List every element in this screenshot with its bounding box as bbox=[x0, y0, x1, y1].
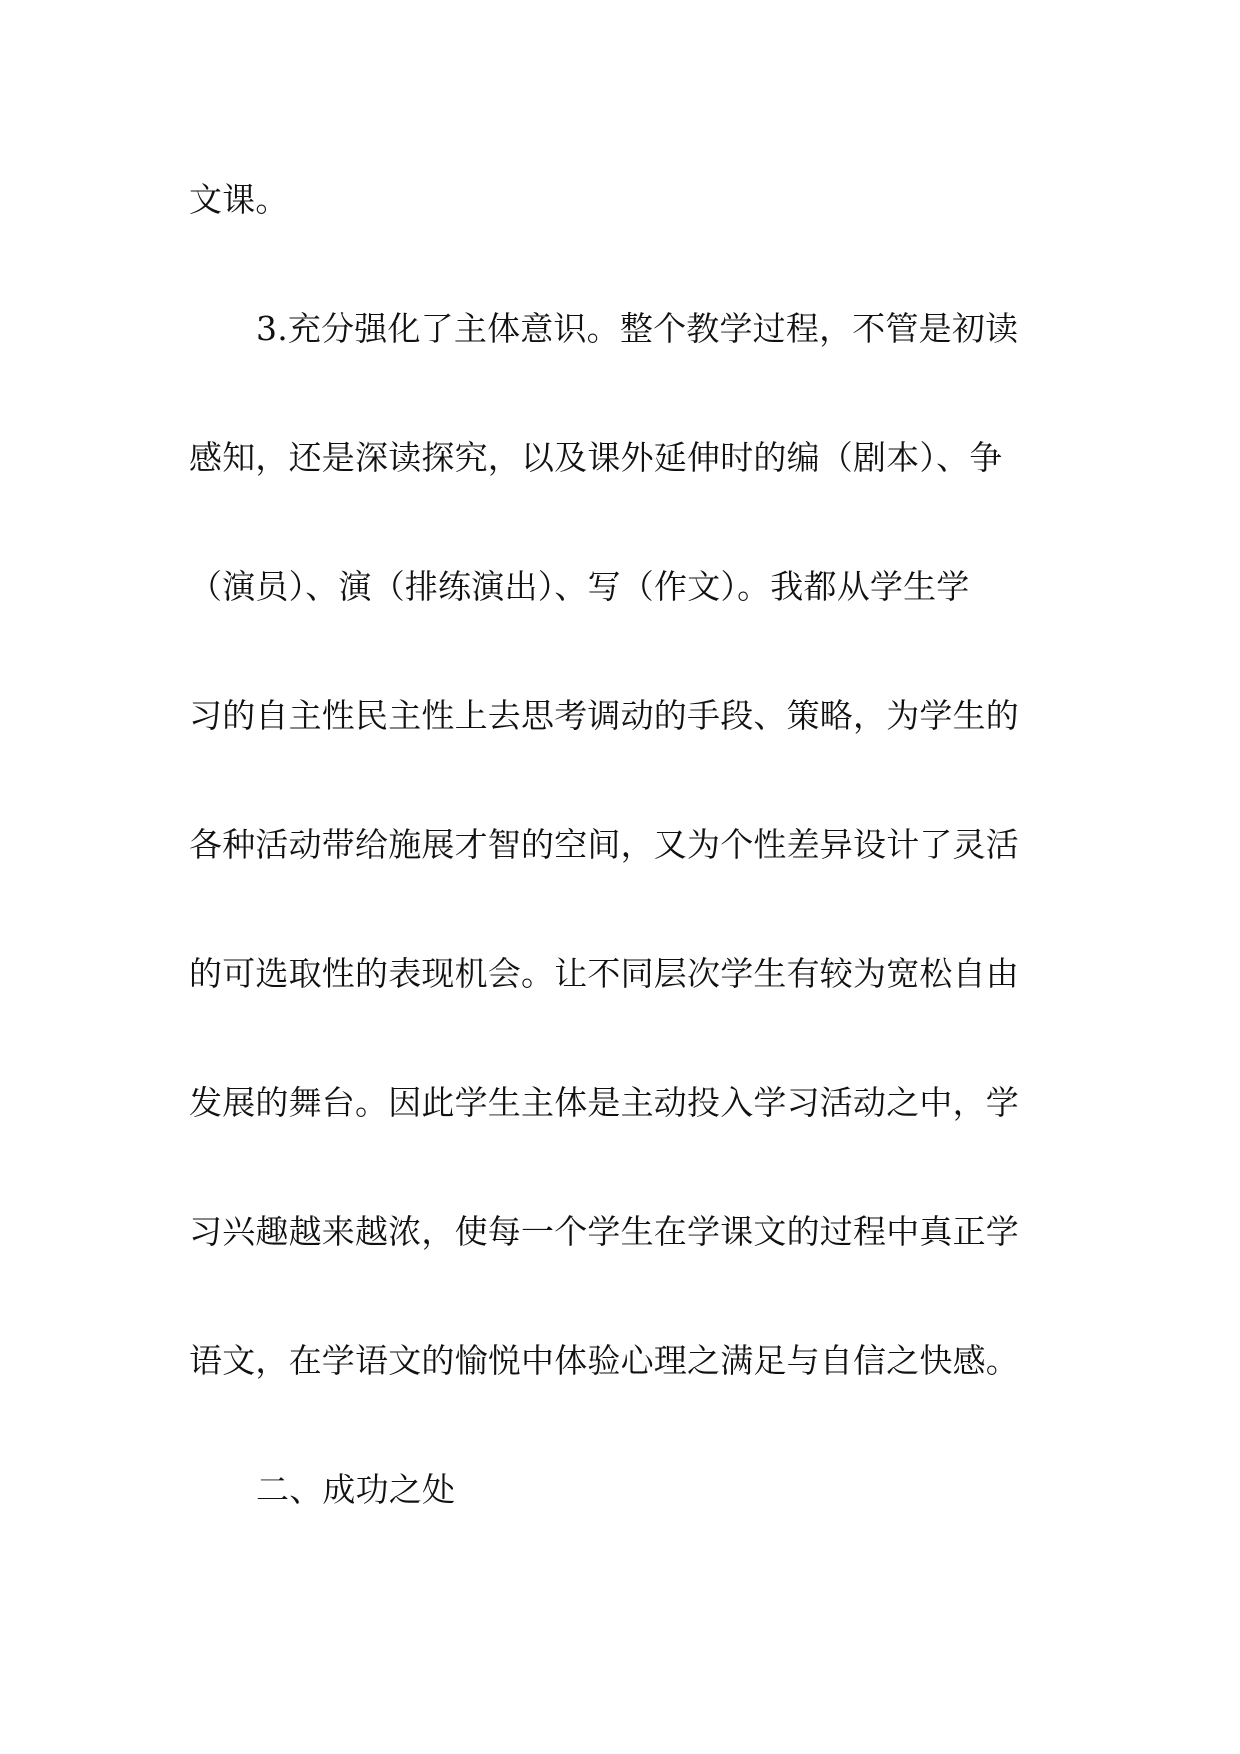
text-line: 的可选取性的表现机会。让不同层次学生有较为宽松自由 bbox=[189, 954, 1019, 993]
section-heading: 二、成功之处 bbox=[256, 1470, 456, 1509]
text-line: 发展的舞台。因此学生主体是主动投入学习活动之中，学 bbox=[189, 1083, 1019, 1122]
text-line: 语文，在学语文的愉悦中体验心理之满足与自信之快感。 bbox=[189, 1341, 1019, 1380]
text-line: 文课。 bbox=[189, 180, 289, 219]
paragraph-start-line: 3.充分强化了主体意识。整个教学过程，不管是初读 bbox=[256, 309, 1019, 348]
text-line: 各种活动带给施展才智的空间，又为个性差异设计了灵活 bbox=[189, 825, 1019, 864]
text-line: （演员）、演（排练演出）、写（作文）。我都从学生学 bbox=[189, 567, 970, 606]
text-line: 习的自主性民主性上去思考调动的手段、策略，为学生的 bbox=[189, 696, 1019, 735]
text-line: 感知，还是深读探究，以及课外延伸时的编（剧本）、争 bbox=[189, 438, 1003, 477]
text-line: 习兴趣越来越浓，使每一个学生在学课文的过程中真正学 bbox=[189, 1212, 1019, 1251]
